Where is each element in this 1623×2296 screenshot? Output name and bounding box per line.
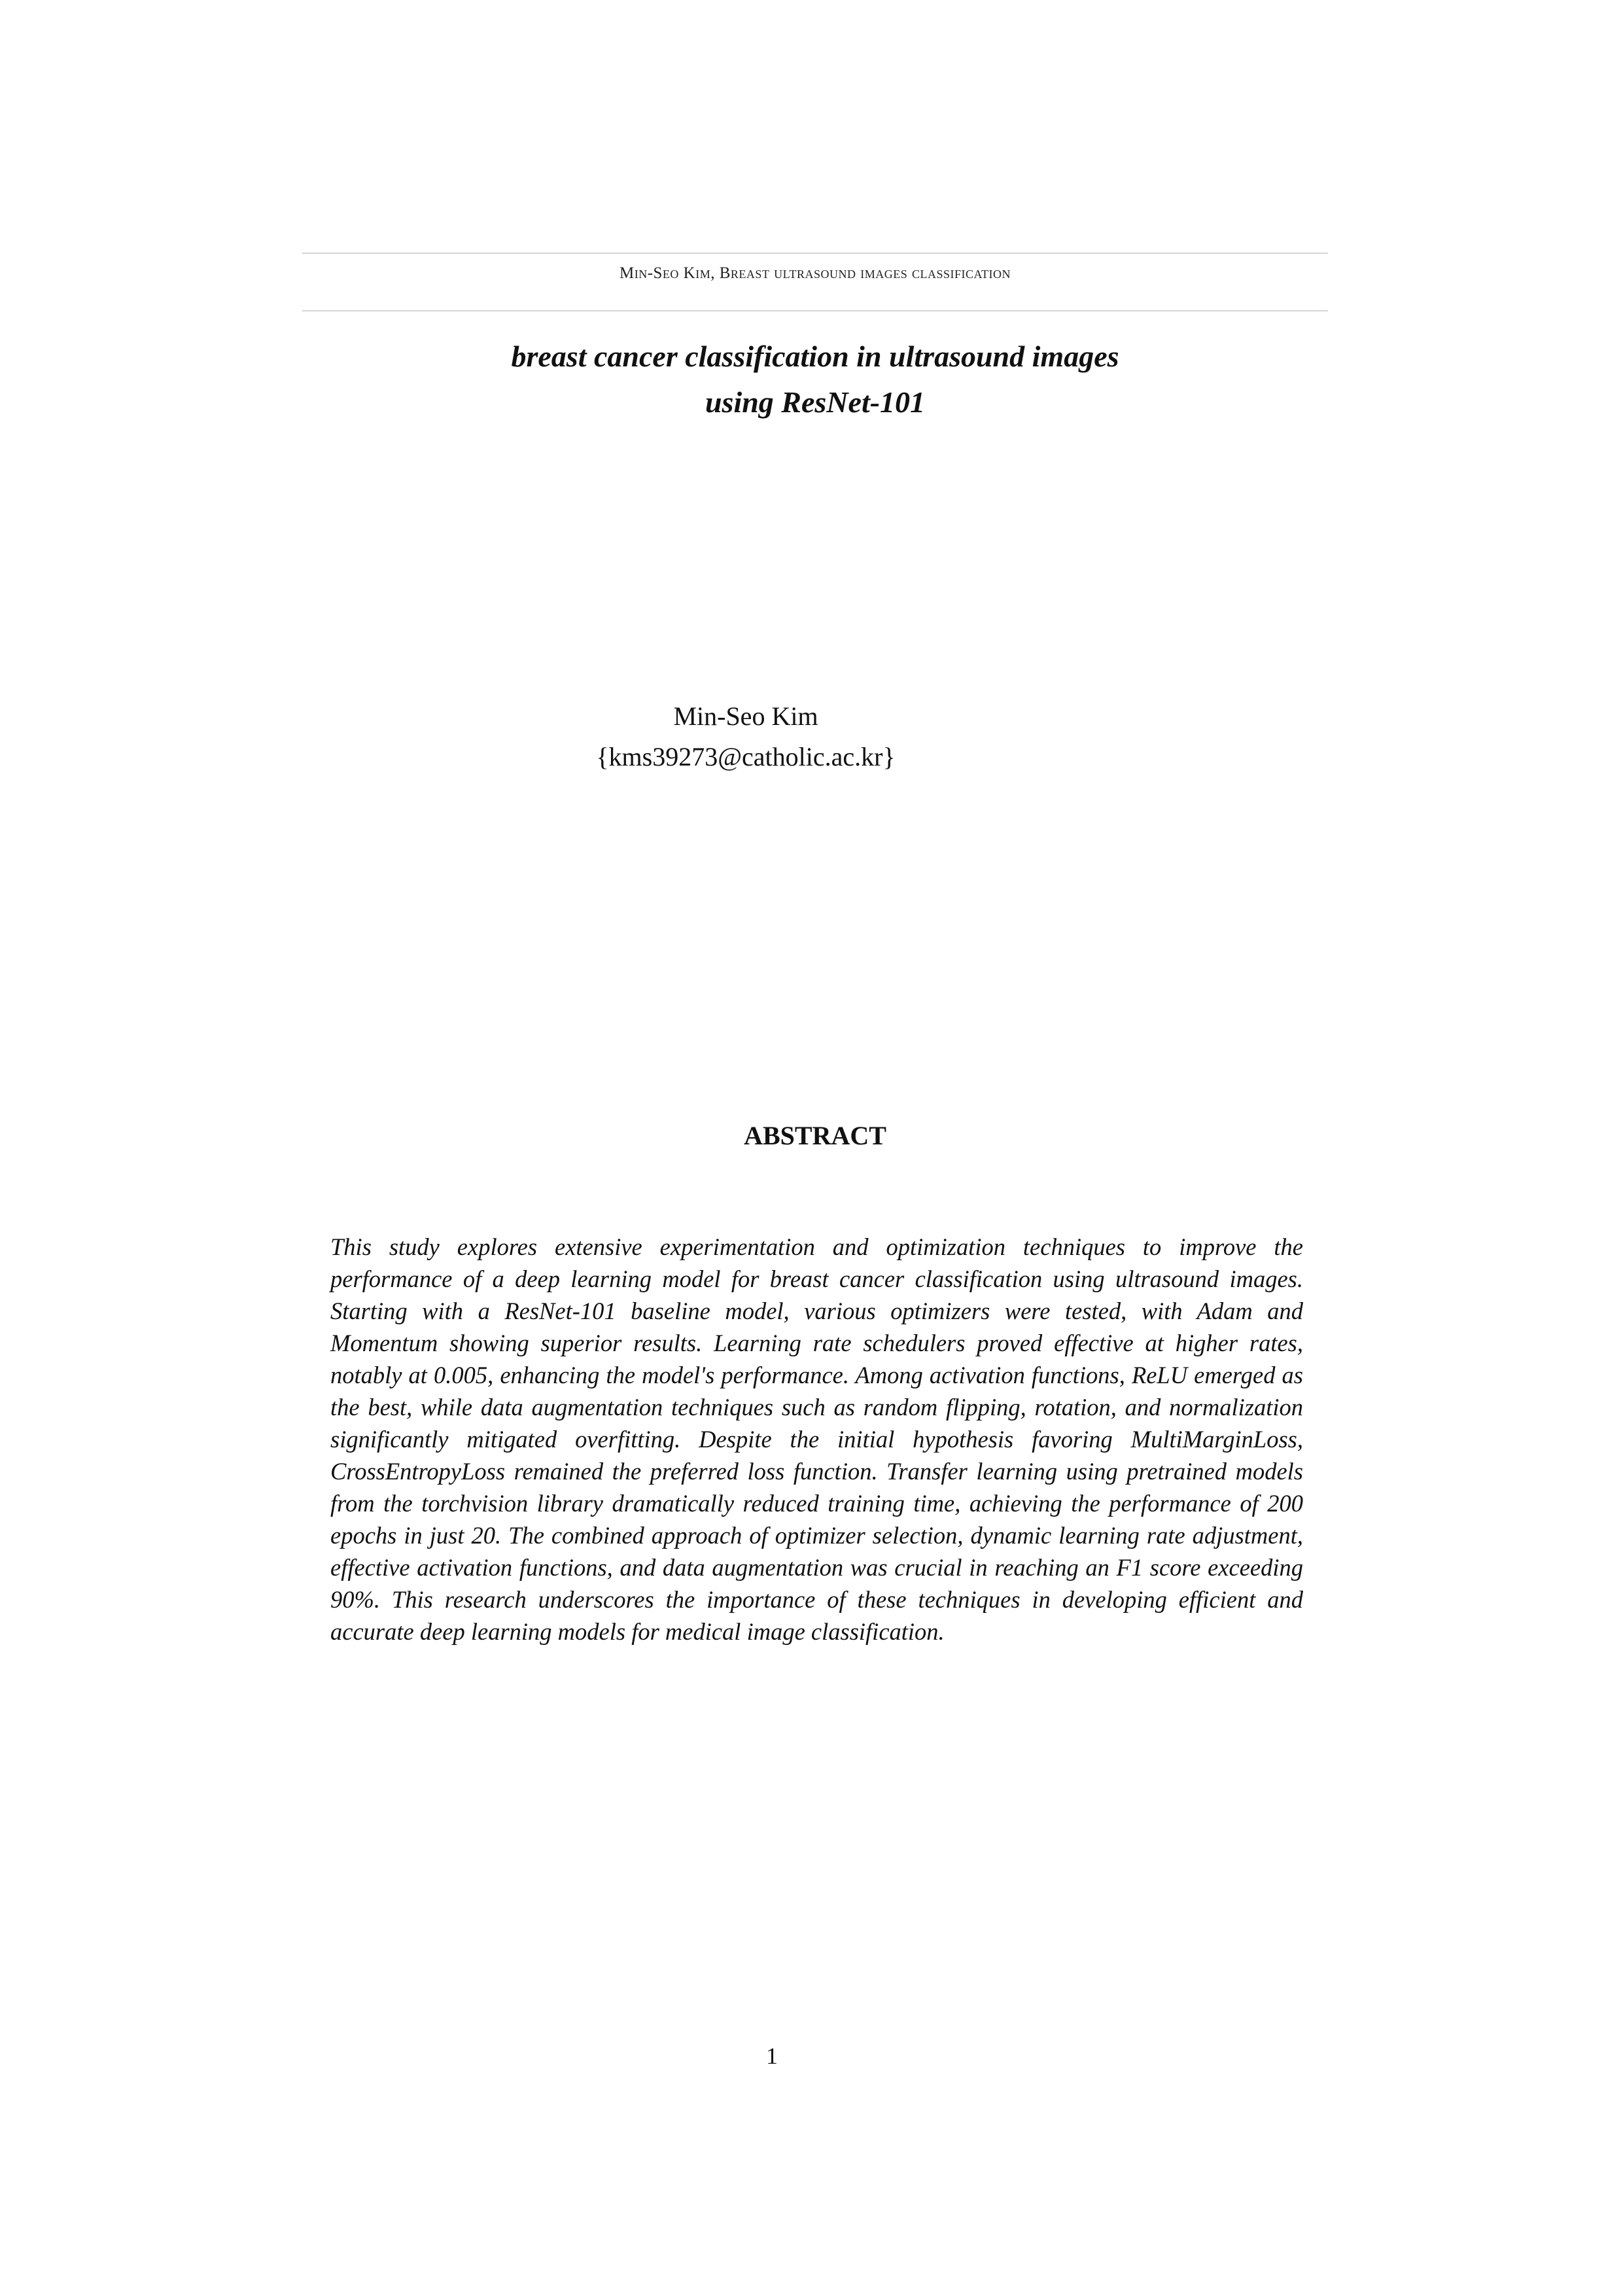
paper-title-line-1: breast cancer classification in ultrasound images [511,340,1119,373]
author-name: Min-Seo Kim [673,701,818,731]
header-bottom-rule [302,310,1328,311]
paper-title [302,334,1328,425]
header-top-rule [302,253,1328,254]
abstract-heading: ABSTRACT [744,1121,886,1150]
abstract-body: This study explores extensive experimentation and optimization techniques to improve the performance of a deep learning model for breast cancer classification using ultrasound images. Starting with a ResNet-101 baseline model, various optimizers were tested, with Adam and Momentum showing superior results. Learning rate schedulers proved effective at higher rates, notably at 0.005, enhancing the model's performance. Among activation functions, ReLU emerged as the best, while data augmentation techniques such as random flipping, rotation, and normalization significantly mitigated overfitting. Despite the initial hypothesis favoring MultiMarginLoss, CrossEntropyLoss remained the preferred loss function. Transfer learning using pretrained models from the torchvision library dramatically reduced training time, achieving the performance of 200 epochs in just 20. The combined approach of optimizer selection, dynamic learning rate adjustment, effective activation functions, and data augmentation was crucial in reaching an F1 score exceeding 90%. This research underscores the importance of these techniques in developing efficient and accurate deep learning models for medical image classification. [330,1233,1303,1645]
author-block [458,696,1034,777]
author-email: {kms39273@catholic.ac.kr} [596,742,896,771]
page-number: 1 [766,2043,778,2069]
running-header: Min-Seo Kim, Breast ultrasound images classification [619,264,1011,282]
paper-title-line-2: using ResNet-101 [705,385,926,419]
